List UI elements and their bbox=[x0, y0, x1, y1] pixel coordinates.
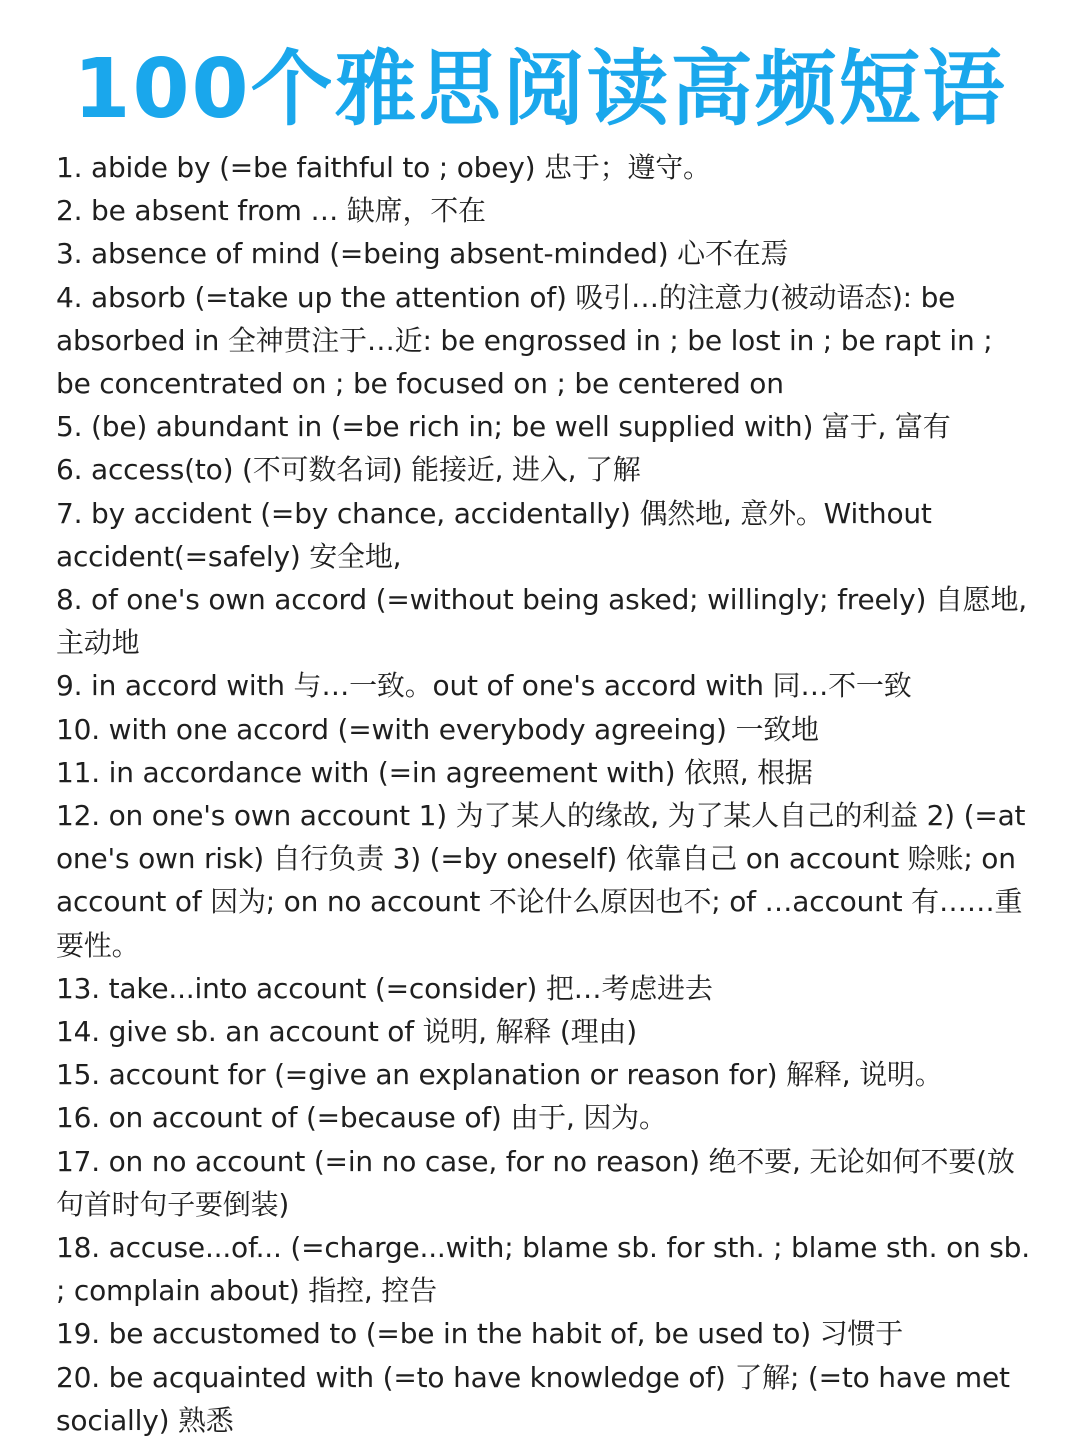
list-item: 14. give sb. an account of 说明, 解释 (理由) bbox=[56, 1015, 637, 1049]
list-item: 8. of one's own accord (=without being asked; willingly; freely) 自愿地, 主动地 bbox=[56, 583, 1027, 660]
list-item: 3. absence of mind (=being absent-minded) 心不在焉 bbox=[56, 237, 789, 271]
list-item: 6. access(to) (不可数名词) 能接近, 进入, 了解 bbox=[56, 453, 641, 487]
phrase-list bbox=[56, 146, 1031, 1442]
list-item: 19. be accustomed to (=be in the habit of, be used to) 习惯于 bbox=[56, 1317, 904, 1351]
list-item: 1. abide by (=be faithful to ; obey) 忠于；遵守。 bbox=[56, 151, 711, 184]
list-item: 5. (be) abundant in (=be rich in; be well supplied with) 富于, 富有 bbox=[56, 410, 951, 444]
list-item: 20. be acquainted with (=to have knowledge of) 了解; (=to have met socially) 熟悉 bbox=[56, 1360, 1010, 1437]
list-item: 13. take...into account (=consider) 把…考虑进去 bbox=[56, 971, 713, 1005]
page-title: 100个雅思阅读高频短语 bbox=[73, 42, 1007, 137]
list-item: 9. in accord with 与…一致。out of one's accord with 同…不一致 bbox=[56, 669, 912, 703]
list-item: 12. on one's own account 1) 为了某人的缘故, 为了某人自己的利益 2) (=at one's own risk) 自行负责 3) (=by oneself) 依靠自己 on account 赊账; on account of 因为; on no account 不论什么原因也不; of …account 有……重要性。 bbox=[56, 799, 1026, 962]
list-item: 10. with one accord (=with everybody agreeing) 一致地 bbox=[56, 712, 819, 746]
list-item: 17. on no account (=in no case, for no reason) 绝不要, 无论如何不要(放句首时句子要倒装) bbox=[56, 1144, 1015, 1221]
list-item: 2. be absent from … 缺席，不在 bbox=[56, 194, 486, 228]
list-item: 4. absorb (=take up the attention of) 吸引…的注意力(被动语态): be absorbed in 全神贯注于…近: be engrossed in ; be lost in ; be rapt in ; be concentrated on ; be focused on ; be centered on bbox=[56, 280, 993, 401]
list-item: 15. account for (=give an explanation or reason for) 解释, 说明。 bbox=[56, 1058, 943, 1092]
list-item: 18. accuse...of... (=charge...with; blame sb. for sth. ; blame sth. on sb. ; complain about) 指控, 控告 bbox=[56, 1231, 1030, 1308]
list-item: 16. on account of (=because of) 由于, 因为。 bbox=[56, 1101, 667, 1135]
list-item: 11. in accordance with (=in agreement with) 依照, 根据 bbox=[56, 755, 813, 789]
list-item: 7. by accident (=by chance, accidentally) 偶然地, 意外。Without accident(=safely) 安全地, bbox=[56, 496, 932, 573]
